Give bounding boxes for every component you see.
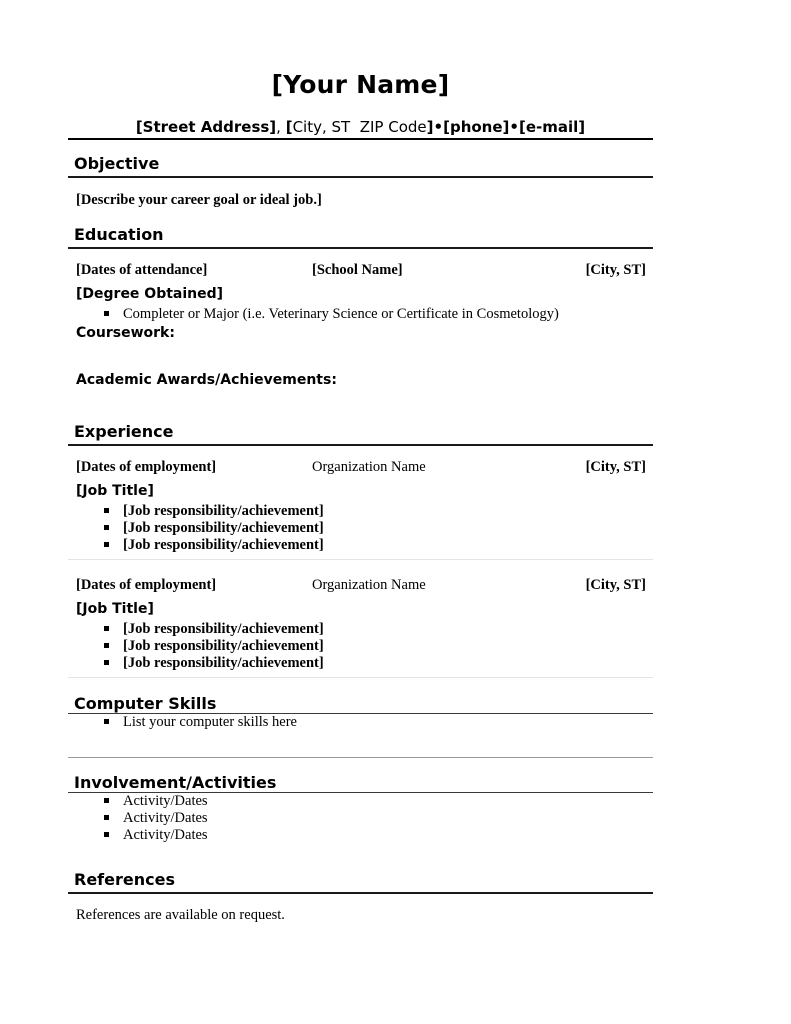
bullet-square-icon bbox=[104, 660, 109, 665]
contact-bracket-close: ] bbox=[426, 118, 434, 136]
section-heading-experience: Experience bbox=[74, 422, 174, 441]
page-title: [Your Name] bbox=[271, 70, 450, 99]
experience-bullet-text: [Job responsibility/achievement] bbox=[123, 520, 324, 536]
bullet-square-icon bbox=[104, 542, 109, 547]
experience-bullet-text: [Job responsibility/achievement] bbox=[123, 638, 324, 654]
experience-section-separator bbox=[68, 677, 653, 678]
education-city-state: [City, ST] bbox=[585, 262, 646, 278]
bullet-square-icon bbox=[104, 311, 109, 316]
experience-bullet-text: [Job responsibility/achievement] bbox=[123, 537, 324, 553]
contact-email: [e-mail] bbox=[519, 118, 586, 136]
references-body: References are available on request. bbox=[76, 907, 285, 923]
experience-dates: [Dates of employment] bbox=[76, 577, 217, 593]
bullet-square-icon bbox=[104, 626, 109, 631]
experience-entry-row bbox=[76, 576, 646, 594]
section-heading-involvement: Involvement/Activities bbox=[74, 773, 277, 792]
experience-entry-separator bbox=[68, 559, 653, 560]
experience-bullet-text: [Job responsibility/achievement] bbox=[123, 621, 324, 637]
objective-divider bbox=[68, 176, 653, 178]
involvement-bullet-text: Activity/Dates bbox=[123, 793, 208, 809]
experience-divider bbox=[68, 444, 653, 446]
experience-city-state: [City, ST] bbox=[585, 459, 646, 475]
experience-bullet-text: [Job responsibility/achievement] bbox=[123, 503, 324, 519]
involvement-bullet-text: Activity/Dates bbox=[123, 810, 208, 826]
education-entry-row bbox=[76, 261, 646, 279]
objective-body: [Describe your career goal or ideal job.] bbox=[76, 192, 322, 208]
education-degree: [Degree Obtained] bbox=[76, 286, 224, 302]
computer-skills-section-separator bbox=[68, 757, 653, 758]
experience-organization: Organization Name bbox=[312, 577, 426, 593]
contact-city-state-zip: City, ST ZIP Code bbox=[292, 118, 427, 136]
experience-bullet-text: [Job responsibility/achievement] bbox=[123, 655, 324, 671]
bullet-square-icon bbox=[104, 832, 109, 837]
references-divider bbox=[68, 892, 653, 894]
contact-bracket-open: [ bbox=[285, 118, 293, 136]
experience-organization: Organization Name bbox=[312, 459, 426, 475]
contact-line bbox=[68, 118, 653, 137]
bullet-square-icon bbox=[104, 643, 109, 648]
contact-phone: [phone] bbox=[443, 118, 510, 136]
involvement-bullet-text: Activity/Dates bbox=[123, 827, 208, 843]
section-heading-computer-skills: Computer Skills bbox=[74, 694, 217, 713]
experience-dates: [Dates of employment] bbox=[76, 459, 217, 475]
section-heading-education: Education bbox=[74, 225, 164, 244]
computer-skills-bullet-text: List your computer skills here bbox=[123, 714, 297, 730]
experience-job-title: [Job Title] bbox=[76, 483, 154, 499]
experience-city-state: [City, ST] bbox=[585, 577, 646, 593]
section-heading-references: References bbox=[74, 870, 175, 889]
bullet-square-icon bbox=[104, 719, 109, 724]
contact-dot-2: • bbox=[509, 118, 519, 136]
bullet-square-icon bbox=[104, 798, 109, 803]
experience-job-title: [Job Title] bbox=[76, 601, 154, 617]
education-coursework-label: Coursework: bbox=[76, 325, 175, 341]
bullet-square-icon bbox=[104, 815, 109, 820]
header-divider bbox=[68, 138, 653, 140]
contact-comma: , bbox=[276, 118, 286, 136]
education-divider bbox=[68, 247, 653, 249]
contact-street: [Street Address] bbox=[135, 118, 277, 136]
education-major-text: Completer or Major (i.e. Veterinary Science or Certificate in Cosmetology) bbox=[123, 306, 559, 322]
bullet-square-icon bbox=[104, 508, 109, 513]
contact-dot-1: • bbox=[433, 118, 444, 136]
education-awards-label: Academic Awards/Achievements: bbox=[76, 372, 337, 388]
education-dates: [Dates of attendance] bbox=[76, 262, 208, 278]
education-school-name: [School Name] bbox=[312, 262, 403, 278]
experience-entry-row bbox=[76, 458, 646, 476]
bullet-square-icon bbox=[104, 525, 109, 530]
section-heading-objective: Objective bbox=[74, 154, 160, 173]
